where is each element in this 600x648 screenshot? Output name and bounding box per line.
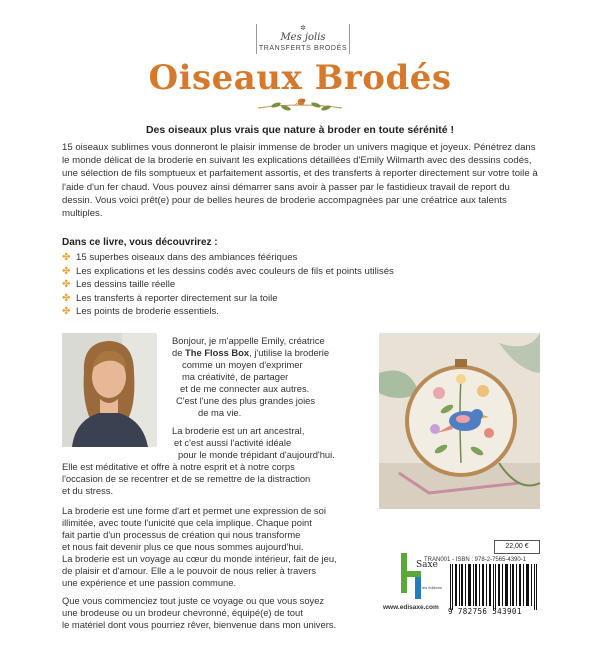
bio-line: Bonjour, je m'appelle Emily, créatrice [172, 335, 325, 346]
bio-line: La broderie est une forme d'art et permet une expression de soi [62, 505, 326, 516]
bio-line: de plaisir et d'amour. Elle a le pouvoir de nous relier à travers [62, 565, 317, 576]
bio-line: et c'est aussi l'activité idéale [174, 437, 292, 448]
barcode-number: 9 782756 543901 [448, 607, 522, 616]
bio-line: et du stress. [62, 485, 114, 496]
bio-line: et de me connecter aux autres. [180, 383, 310, 394]
flower-bullet-icon: ✤ [62, 252, 71, 263]
book-title: Oiseaux Brodés [148, 58, 452, 98]
list-heading: Dans ce livre, vous découvrirez : [62, 237, 218, 248]
bio-line: ma créativité, de partager [182, 371, 289, 382]
content-list [62, 251, 482, 319]
barcode [448, 564, 540, 610]
bio-line: de The Floss Box, j'utilise la broderie [172, 347, 330, 358]
bio-line: une brodeuse ou un brodeur chevronné, équipé(e) de tout [62, 607, 303, 618]
publisher-logo [399, 553, 443, 601]
list-item: ✤ Les dessins taille réelle [62, 279, 176, 291]
bird-branch-ornament-icon [250, 96, 350, 114]
bio-line: La broderie est un voyage au cœur du monde intérieur, fait de jeu, [62, 553, 337, 564]
publisher-website: www.edisaxe.com [383, 604, 439, 611]
flower-bullet-icon: ✤ [62, 279, 71, 291]
book-subtitle: Des oiseaux plus vrais que nature à broder en toute sérénité ! [145, 124, 455, 136]
bio-line: Que vous commenciez tout juste ce voyage ou que vous soyez [62, 595, 325, 606]
publisher-name: Saxe [416, 560, 438, 570]
flower-bullet-icon: ✤ [62, 292, 71, 304]
bio-line: fait partie d'un processus de création qui nous transforme [62, 529, 301, 540]
series-caps: TRANSFERTS BRODÉS [258, 45, 348, 52]
bio-line: illimitée, avec toute l'unicité que cela implique. Chaque point [62, 517, 312, 528]
bio-line: La broderie est un art ancestral, [172, 425, 305, 436]
list-item: ✤ Les transferts à reporter directement sur la toile [62, 292, 278, 304]
price-box: 22,00 € [494, 540, 540, 554]
bio-line: l'occasion de se recentrer et de se remettre de la distraction [62, 473, 311, 484]
bio-line: de ma vie. [198, 407, 242, 418]
bio-line: pour le monde trépidant d'aujourd'hui. [178, 449, 335, 460]
flower-bullet-icon: ✤ [62, 306, 71, 318]
bio-line: et nous fait devenir plus ce que nous sommes aujourd'hui. [62, 541, 304, 552]
bio-line: une expérience et une passion commune. [62, 577, 237, 588]
list-item: ✤ Les points de broderie essentiels. [62, 306, 219, 318]
publisher-sub: les éditions [422, 585, 443, 590]
bio-line: C'est l'une des plus grandes joies [176, 395, 316, 406]
bio-line: le matériel dont vous pourriez rêver, bienvenue dans mon univers. [62, 619, 337, 630]
star-icon: ✲ [300, 25, 306, 32]
author-photo [62, 333, 157, 447]
bio-line: Elle est méditative et offre à notre esprit et à notre corps [62, 461, 295, 472]
bio-line: comme un moyen d'exprimer [182, 359, 303, 370]
list-item: ✤ 15 superbes oiseaux dans des ambiances féériques [62, 252, 298, 263]
embroidery-hoop-photo [379, 333, 540, 509]
intro-paragraph: 15 oiseaux sublimes vous donneront le plaisir immense de broder un univers magique et joyeux. Pénétrez dans le monde délicat de la broderie en suivant les explications détaillées d'Emily Wilmarth avec des dessins codés, une sélection de fils somptueux et parfaitement assortis, et des transferts à reporter directement sur votre toile à l'aide d'un fer chaud. Vous pouvez ainsi démarrer sans avoir à passer par le fastidieux travail de report du dessin. Vous voici prêt(e) pour de belles heures de broderie accompagnées par une créatrice aux talents multiples. [62, 142, 538, 220]
flower-bullet-icon: ✤ [62, 265, 71, 277]
series-logo [256, 24, 350, 54]
list-item: ✤ Les explications et les dessins codés avec couleurs de fils et points utilisés [62, 265, 394, 277]
isbn-line: TRAN001 - ISBN : 978-2-7565-4390-1 [424, 557, 527, 563]
series-script: Mes jolis [280, 32, 326, 43]
brand-name: The Floss Box [185, 347, 250, 358]
